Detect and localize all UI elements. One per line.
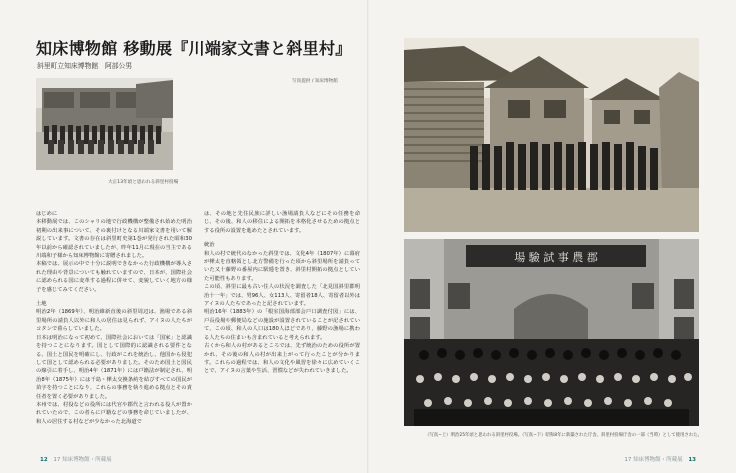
body-paragraph: 本移動展では、このシャリの地で行政機構が整備され始めた明治初期の出来事について、その裏付けとなる川端家文書を用いて解説しています。文書の存在は斜里町史第1巻が発行された昭和30年以前から確認されていましたが、昨年11月に現在の当主である川端和子様から知床博物館に寄贈されました。 bbox=[36, 219, 192, 260]
section-heading-land: 土地 bbox=[36, 301, 47, 308]
body-paragraph: 本州では、村役などの役所には代官や郡代と言われる役人が置かれていたので、この者らに戸籍などの事務を命じていましたが、和人の居住する村などが少なかった北海道で bbox=[36, 401, 192, 425]
body-paragraph: 明治2年（1869年）、明治維新直後の斜里周辺は、漁場である斜里場所の請負人以外に和人の居住は見られず、アイヌの人たちがコタンで暮らしていました。 bbox=[36, 309, 192, 333]
page-number-right: 13 bbox=[688, 457, 696, 463]
footer-left bbox=[36, 455, 112, 463]
body-paragraph: 古くから和人の村があるところでは、先ず統治のための役所が置かれ、その後の和人の村が出来上がって行ったことが分かります。これらの過程では、和人の文化や風習を徐々に広めていくことで、アイヌの言葉や生活、習慣などが失われていきました。 bbox=[204, 343, 360, 375]
sign-text: 場 驗 試 事 農 郡 bbox=[514, 251, 598, 264]
body-paragraph: 日本は明治になって初めて、国際社会においては「国家」と認識を持つことになります。国として国際的に認識される要件となる、国土と国民を明確にし、行政がこれを統治し、他国から侵犯して国として認められる必要がありました。そのため国土と国民の線引に着手し、明治4年（1871年）には戸籍法が制定され、明治8年（1875年）には千島・樺太交換条約を結びすべての国民が苗字を持つことになり、これらの事務を執り進める拠点とその責任者を置く必要がありました。 bbox=[36, 334, 192, 400]
photo-agricultural-station-group bbox=[404, 239, 699, 426]
footer-label-left: 17 知床博物館・所蔵展 bbox=[53, 457, 112, 463]
photo-caption-small: 大正13年頃と思われる斜里村役場 bbox=[108, 180, 179, 185]
body-column-1 bbox=[36, 210, 192, 426]
body-paragraph: 明治16年（1883年）の「根室国海部部会戸口調査付図」には、戸長役場や郵便局などの施設が設置されていることが記されていて、この頃、和人の人口は180人ほどであり、藤野の漁場に携わる人たちの住まいも含まれていると考えられます。 bbox=[204, 309, 360, 341]
article-title: 知床博物館 移動展『川端家文書と斜里村』 bbox=[36, 39, 352, 58]
page-number-left: 12 bbox=[40, 457, 48, 463]
article-author: 斜里町立知床博物館 阿部公男 bbox=[37, 62, 133, 70]
body-paragraph: 本稿では、展示の中で十分に説明できなかった行政機構が導入された理由や背景についても触れていますので、日本が、国際社会に認められる国に変革する過程に併せて、変貌していく地方の様子を感じてみてください。 bbox=[36, 261, 192, 293]
section-heading-intro: はじめに bbox=[36, 211, 58, 217]
footer-label-right: 17 知床博物館・所蔵展 bbox=[624, 457, 683, 463]
section-heading-governance: 統治 bbox=[204, 242, 215, 249]
footer-right bbox=[624, 455, 700, 463]
photo-wooden-building-group bbox=[404, 38, 699, 232]
body-paragraph: この頃、斜里に最も古い住人の状況を調査した「北見国斜里郡明治十一年」では、男96人、女113人、寄留者18人、寄留者以外はアイヌの人たちであったと記されています。 bbox=[204, 284, 361, 308]
right-page-caption: （写真−上）明治25年頃と思われる斜里村役場。（写真−下）昭和8年に新築された庁舎。斜里村役場庁舎の一部（当時）として使用された。 bbox=[425, 433, 702, 438]
photo-village-office-small bbox=[36, 78, 173, 170]
body-paragraph: 和人の村で統代のなかった斜里では、文化4年（1807年）に幕府が樺太を直轄領とし北方警備を行った頃から斜里場所を請負っていた又十藤野の番屋内に駅逓を置き、斜里村開拓の拠点としていた可能性もあります。 bbox=[204, 250, 360, 282]
body-column-2 bbox=[204, 210, 360, 376]
body-paragraph: は、その地と先住民族に詳しい漁場請負人などにその任務を命じ、その後、和人の移住による開拓を本格化させるための拠点とする役所の設置を進めたとされています。 bbox=[204, 211, 360, 234]
page-gutter bbox=[367, 0, 369, 473]
photo-credit: 写真提供 / 知床博物館 bbox=[292, 79, 338, 84]
